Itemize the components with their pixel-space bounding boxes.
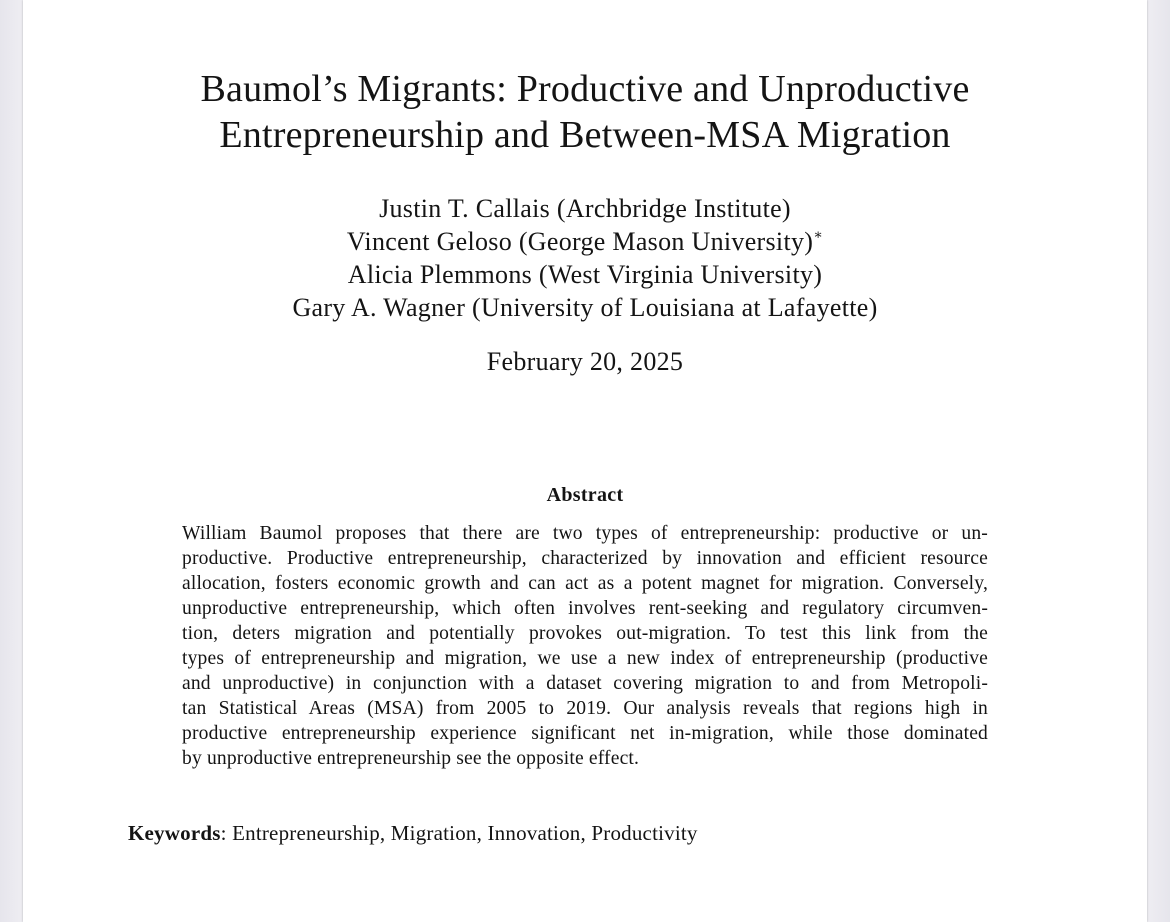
abstract-line: William Baumol proposes that there are two types of entrepreneurship: productive or un- — [182, 523, 988, 544]
author-name: Justin T. Callais (Archbridge Institute) — [379, 194, 791, 223]
abstract-body — [182, 521, 988, 771]
author-1 — [23, 192, 1147, 225]
abstract-line: productive. Productive entrepreneurship, characterized by innovation and efficient resource — [182, 548, 988, 569]
keywords-separator: : — [220, 821, 227, 845]
author-3 — [23, 258, 1147, 291]
author-4 — [23, 291, 1147, 324]
title-line-2: Entrepreneurship and Between-MSA Migration — [219, 114, 951, 156]
title-line-1: Baumol’s Migrants: Productive and Unproductive — [200, 68, 970, 110]
abstract-line: allocation, fosters economic growth and can act as a potent magnet for migration. Conversely, — [182, 573, 988, 594]
abstract-line: types of entrepreneurship and migration, we use a new index of entrepreneurship (productive — [182, 648, 988, 669]
pdf-page — [23, 0, 1147, 922]
abstract-heading: Abstract — [546, 484, 624, 506]
keywords-text: Entrepreneurship, Migration, Innovation, Productivity — [232, 821, 698, 845]
abstract-line: and unproductive) in conjunction with a dataset covering migration to and from Metropoli- — [182, 673, 988, 694]
publication-date: February 20, 2025 — [486, 347, 684, 376]
keywords-label: Keywords — [128, 821, 221, 845]
paper-title — [23, 66, 1147, 158]
author-name: Alicia Plemmons (West Virginia University) — [347, 260, 823, 289]
abstract-line: tan Statistical Areas (MSA) from 2005 to 2019. Our analysis reveals that regions high in — [182, 698, 988, 719]
keywords — [128, 820, 698, 846]
author-name: Vincent Geloso (George Mason University) — [346, 227, 814, 256]
footnote-mark: ∗ — [813, 228, 824, 243]
author-2 — [23, 225, 1147, 258]
author-name: Gary A. Wagner (University of Louisiana at Lafayette) — [292, 293, 878, 322]
abstract-line: productive entrepreneurship experience significant net in-migration, while those dominated — [182, 723, 988, 744]
author-list — [23, 192, 1147, 324]
abstract-line: by unproductive entrepreneurship see the opposite effect. — [182, 748, 640, 769]
abstract-line: tion, deters migration and potentially provokes out-migration. To test this link from the — [182, 623, 988, 644]
abstract-line: unproductive entrepreneurship, which often involves rent-seeking and regulatory circumven- — [182, 598, 988, 619]
